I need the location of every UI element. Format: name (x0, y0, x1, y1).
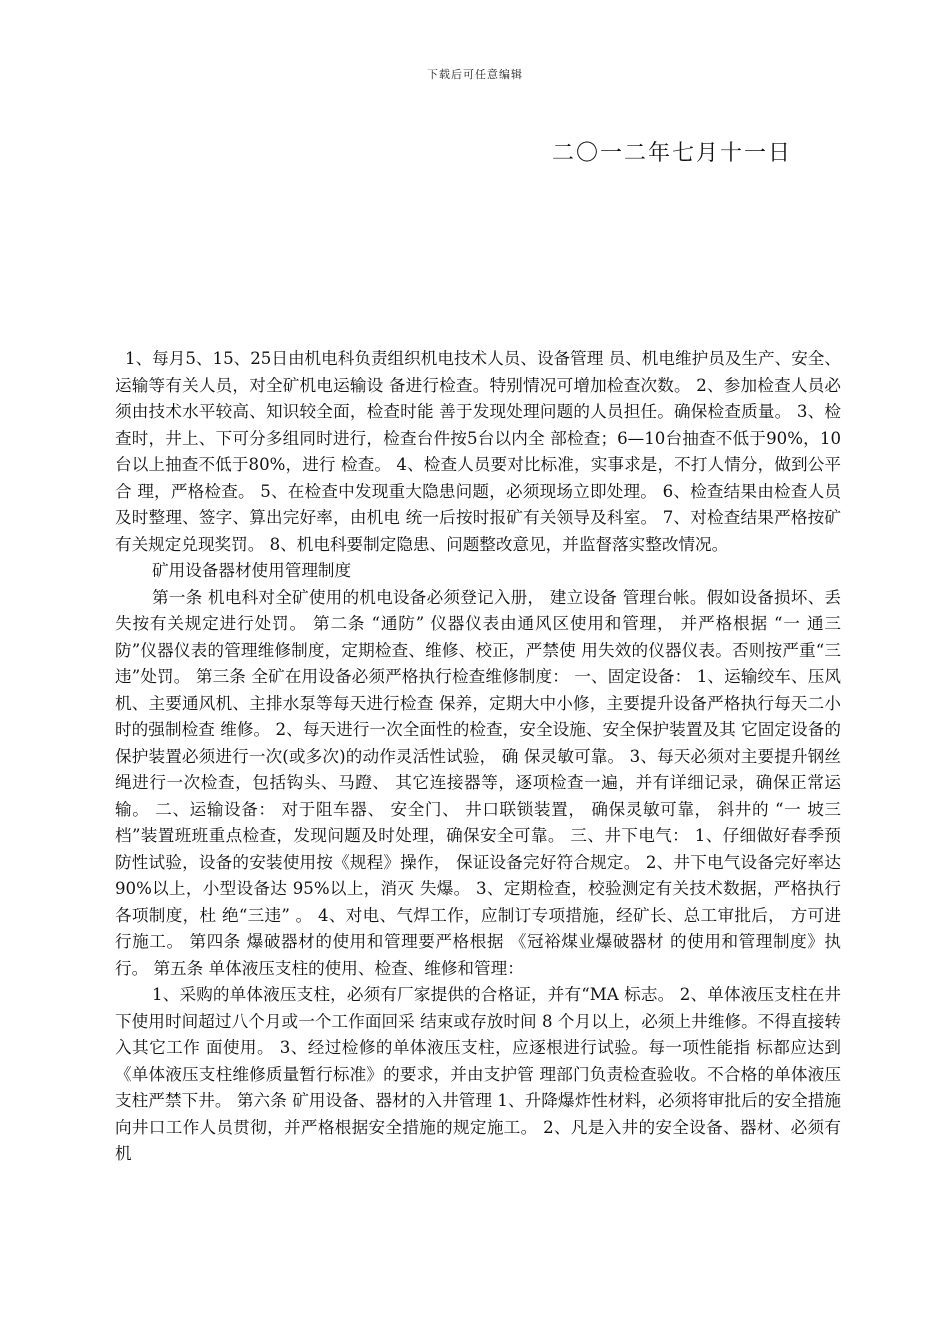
section-title: 矿用设备器材使用管理制度 (152, 561, 352, 580)
hydraulic-prop-paragraph: 1、采购的单体液压支柱，必须有厂家提供的合格证，并有“MA 标志。 2、单体液压支柱在井下使用时间超过八个月或一个工作面回采 结束或存放时间 8 个月以上，必须上井维修。不得直接转入其它工作 面使用。 3、经过检修的单体液压支柱，应逐根进行试验。每一项性能指 标都应达到《单体液压支柱维修质量暂行标准》的要求，并由支护管 理部门负责检查验收。不合格的单体液压支柱严禁下井。 第六条 矿用设备、器材的入井管理 1、升降爆炸性材料，必须将审批后的安全措施向井口工作人员贯彻，并严格根据安全措施的规定施工。 2、凡是入井的安全设备、器材、必须有机 (115, 985, 841, 1163)
document-body (115, 346, 841, 1168)
page-header-note: 下载后可任意编辑 (427, 68, 523, 81)
equipment-management-paragraph: 第一条 机电科对全矿使用的机电设备必须登记入册， 建立设备 管理台帐。假如设备损坏、丢失按有关规定进行处罚。 第二条 “通防” 仪器仪表由通风区使用和管理， 并严格根据 “一 通三防”仪器仪表的管理维修制度，定期检查、维修、校正，严禁使 用失效的仪器仪表。否则按严重“三违”处罚。 第三条 全矿在用设备必须严格执行检查维修制度： 一、固定设备： 1、运输绞车、压风机、主要通风机、主排水泵等每天进行检查 保养，定期大中小修，主要提升设备严格执行每天二小时的强制检查 维修。 2、每天进行一次全面性的检查，安全设施、安全保护装置及其 它固定设备的保护装置必须进行一次(或多次)的动作灵活性试验， 确 保灵敏可靠。 3、每天必须对主要提升钢丝绳进行一次检查，包括钩头、马蹬、 其它连接器等，逐项检查一遍，并有详细记录，确保正常运输。 二、运输设备： 对于阻车器、 安全门、 井口联锁装置， 确保灵敏可靠， 斜井的 “一 坡三档”装置班班重点检查，发现问题及时处理，确保安全可靠。 三、井下电气： 1、仔细做好春季预防性试验，设备的安装使用按《规程》操作， 保证设备完好符合规定。 2、井下电气设备完好率达 90%以上，小型设备达 95%以上，消灭 失爆。 3、定期检查，校验测定有关技术数据，严格执行各项制度，杜 绝“三违” 。 4、对电、气焊工作，应制订专项措施，经矿长、总工审批后， 方可进行施工。 第四条 爆破器材的使用和管理要严格根据 《冠裕煤业爆破器材 的使用和管理制度》执行。 第五条 单体液压支柱的使用、检查、维修和管理： (115, 587, 841, 978)
inspection-rules-paragraph: 1、每月5、15、25日由机电科负责组织机电技术人员、设备管理 员、机电维护员及生产、安全、运输等有关人员，对全矿机电运输设 备进行检查。特别情况可增加检查次数。 2、参加检查人员必须由技术水平较高、知识较全面，检查时能 善于发现处理问题的人员担任。确保检查质量。 3、检查时，井上、下可分多组同时进行，检查台件按5台以内全 部检查；6—10台抽查不低于90%，10台以上抽查不低于80%，进行 检查。 4、检查人员要对比标准，实事求是，不打人情分，做到公平合 理，严格检查。 5、在检查中发现重大隐患问题，必须现场立即处理。 6、检查结果由检查人员及时整理、签字、算出完好率，由机电 统一后按时报矿有关领导及科室。 7、对检查结果严格按矿有关规定兑现奖罚。 8、机电科要制定隐患、问题整改意见，并监督落实整改情况。 (115, 349, 841, 554)
document-date: 二〇一二年七月十一日 (552, 141, 793, 166)
